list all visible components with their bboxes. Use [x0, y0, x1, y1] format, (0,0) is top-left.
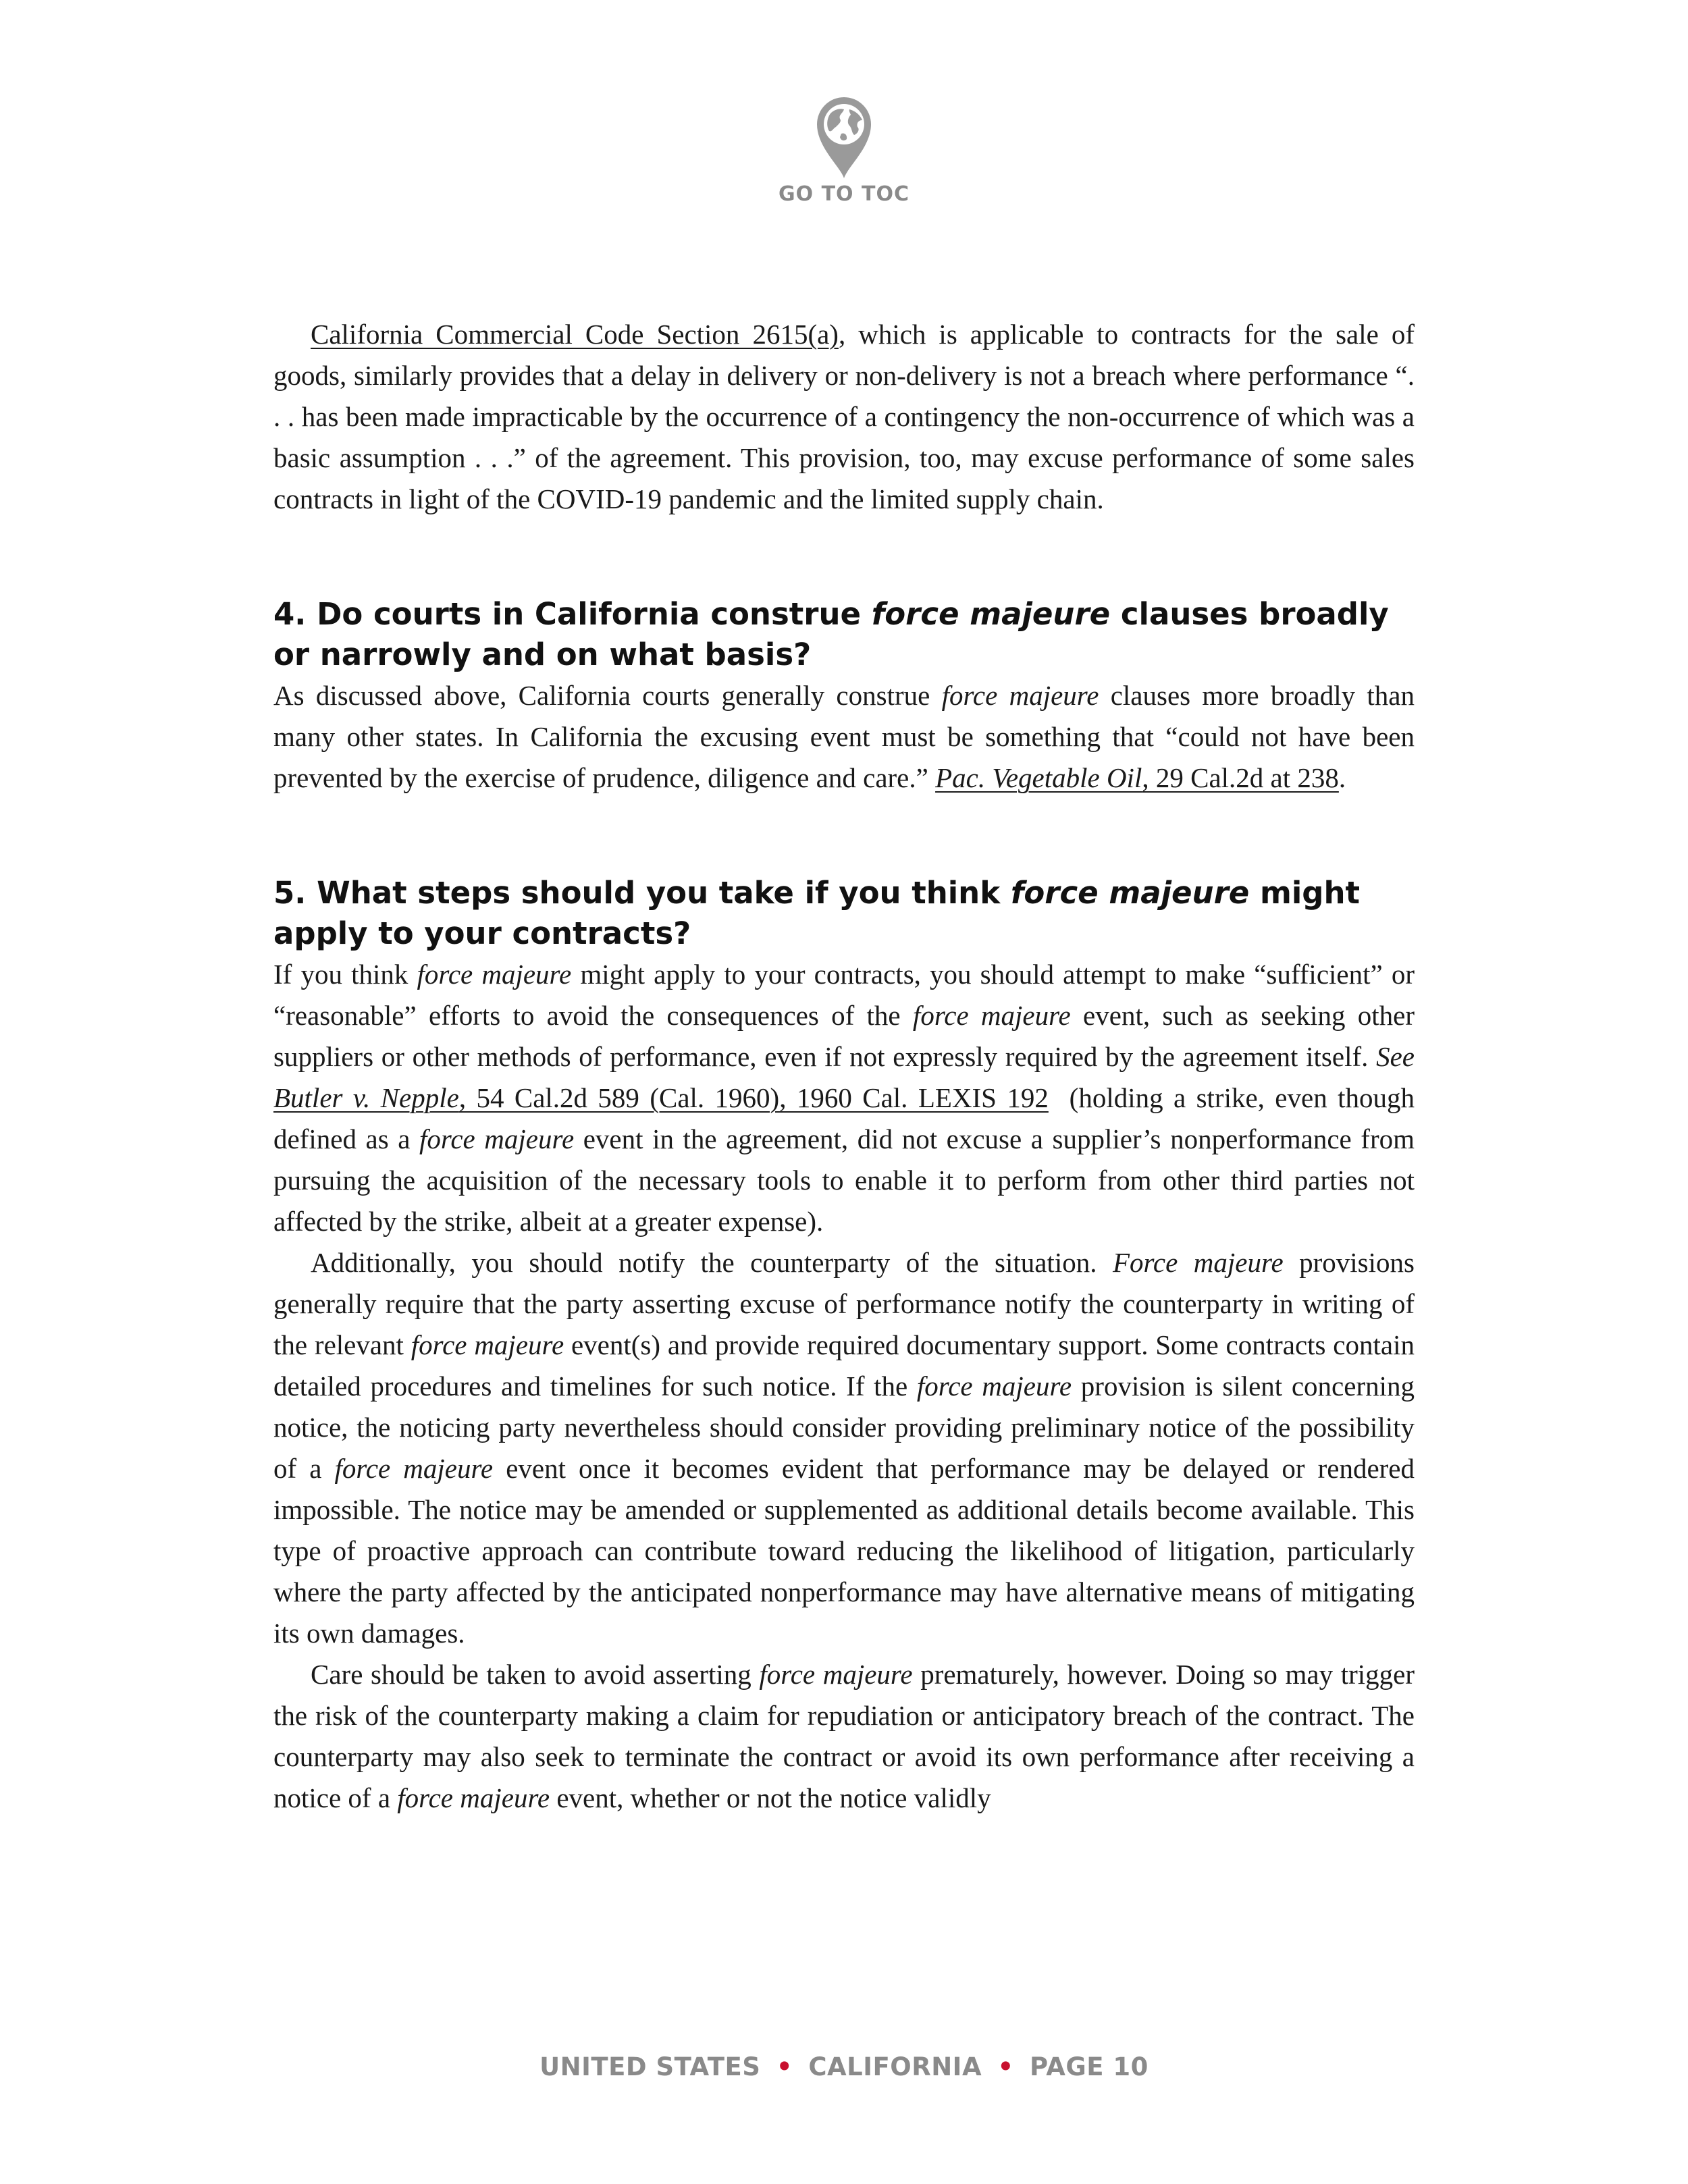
footer-separator: • [776, 2052, 793, 2081]
footer-state: CALIFORNIA [808, 2052, 982, 2081]
go-to-toc-link[interactable] [776, 93, 912, 206]
section-4-paragraph: As discussed above, California courts generally construe force majeure clauses more broadly than many other states. In California the excusing event must be something that “could not have been prevented by the exercise of prudence, diligence and care.” Pac. Vegetable Oil, 29 Cal.2d at 238. [273, 680, 1415, 793]
paragraph-commercial-code: California Commercial Code Section 2615(a), which is applicable to contracts for the sale of goods, similarly provides that a delay in delivery or non-delivery is not a breach where performance “. . . has been made impracticable by the occurrence of a contingency the non-occurrence of which was a basic assumption . . .” of the agreement. This provision, too, may excuse performance of some sales contracts in light of the COVID-19 pandemic and the limited supply chain. [273, 319, 1415, 514]
page-footer [0, 2052, 1688, 2081]
page-number: PAGE 10 [1030, 2052, 1149, 2081]
globe-location-pin-icon [813, 93, 875, 180]
section-5-paragraph-1: If you think force majeure might apply to your contracts, you should attempt to make “sufficient” or “reasonable” efforts to avoid the consequences of the force majeure event, such as seeking other suppliers or other methods of performance, even if not expressly required by the agreement itself. See Butler v. Nepple, 54 Cal.2d 589 (Cal. 1960), 1960 Cal. LEXIS 192 (holding a strike, even though defined as a force majeure event in the agreement, did not excuse a supplier’s nonperformance from pursuing the acquisition of the necessary tools to enable it to perform from other third parties not affected by the strike, albeit at a greater expense). [273, 959, 1422, 1237]
go-to-toc-label[interactable]: GO TO TOC [779, 182, 909, 206]
section-5-paragraph-3: Care should be taken to avoid asserting force majeure prematurely, however. Doing so may trigger the risk of the counterparty making a claim for repudiation or anticipatory breach of the contract. The counterparty may also seek to terminate the contract or avoid its own performance after receiving a notice of a force majeure event, whether or not the notice validly [273, 1659, 1415, 1813]
section-5-paragraph-2: Additionally, you should notify the counterparty of the situation. Force majeure provisions generally require that the party asserting excuse of performance notify the counterparty in writing of the relevant force majeure event(s) and provide required documentary support. Some contracts contain detailed procedures and timelines for such notice. If the force majeure provision is silent concerning notice, the noticing party nevertheless should consider providing preliminary notice of the possibility of a force majeure event once it becomes evident that performance may be delayed or rendered impossible. The notice may be amended or supplemented as additional details become available. This type of proactive approach can contribute toward reducing the likelihood of litigation, particularly where the party affected by the anticipated nonperformance may have alternative means of mitigating its own damages. [273, 1247, 1415, 1649]
footer-separator: • [997, 2052, 1014, 2081]
cal-commercial-code-link[interactable]: California Commercial Code Section 2615(a) [311, 319, 839, 350]
pac-vegetable-oil-link[interactable]: Pac. Vegetable Oil, 29 Cal.2d at 238 [935, 762, 1339, 793]
page-body [273, 314, 1422, 1819]
section-4-heading: 4. Do courts in California construe force majeure clauses broadly or narrowly and on what basis? [273, 596, 1389, 672]
section-5-heading: 5. What steps should you take if you think force majeure might apply to your contracts? [273, 875, 1361, 951]
butler-v-nepple-link[interactable]: Butler v. Nepple, 54 Cal.2d 589 (Cal. 1960), 1960 Cal. LEXIS 192 [273, 1082, 1049, 1113]
footer-country: UNITED STATES [539, 2052, 761, 2081]
